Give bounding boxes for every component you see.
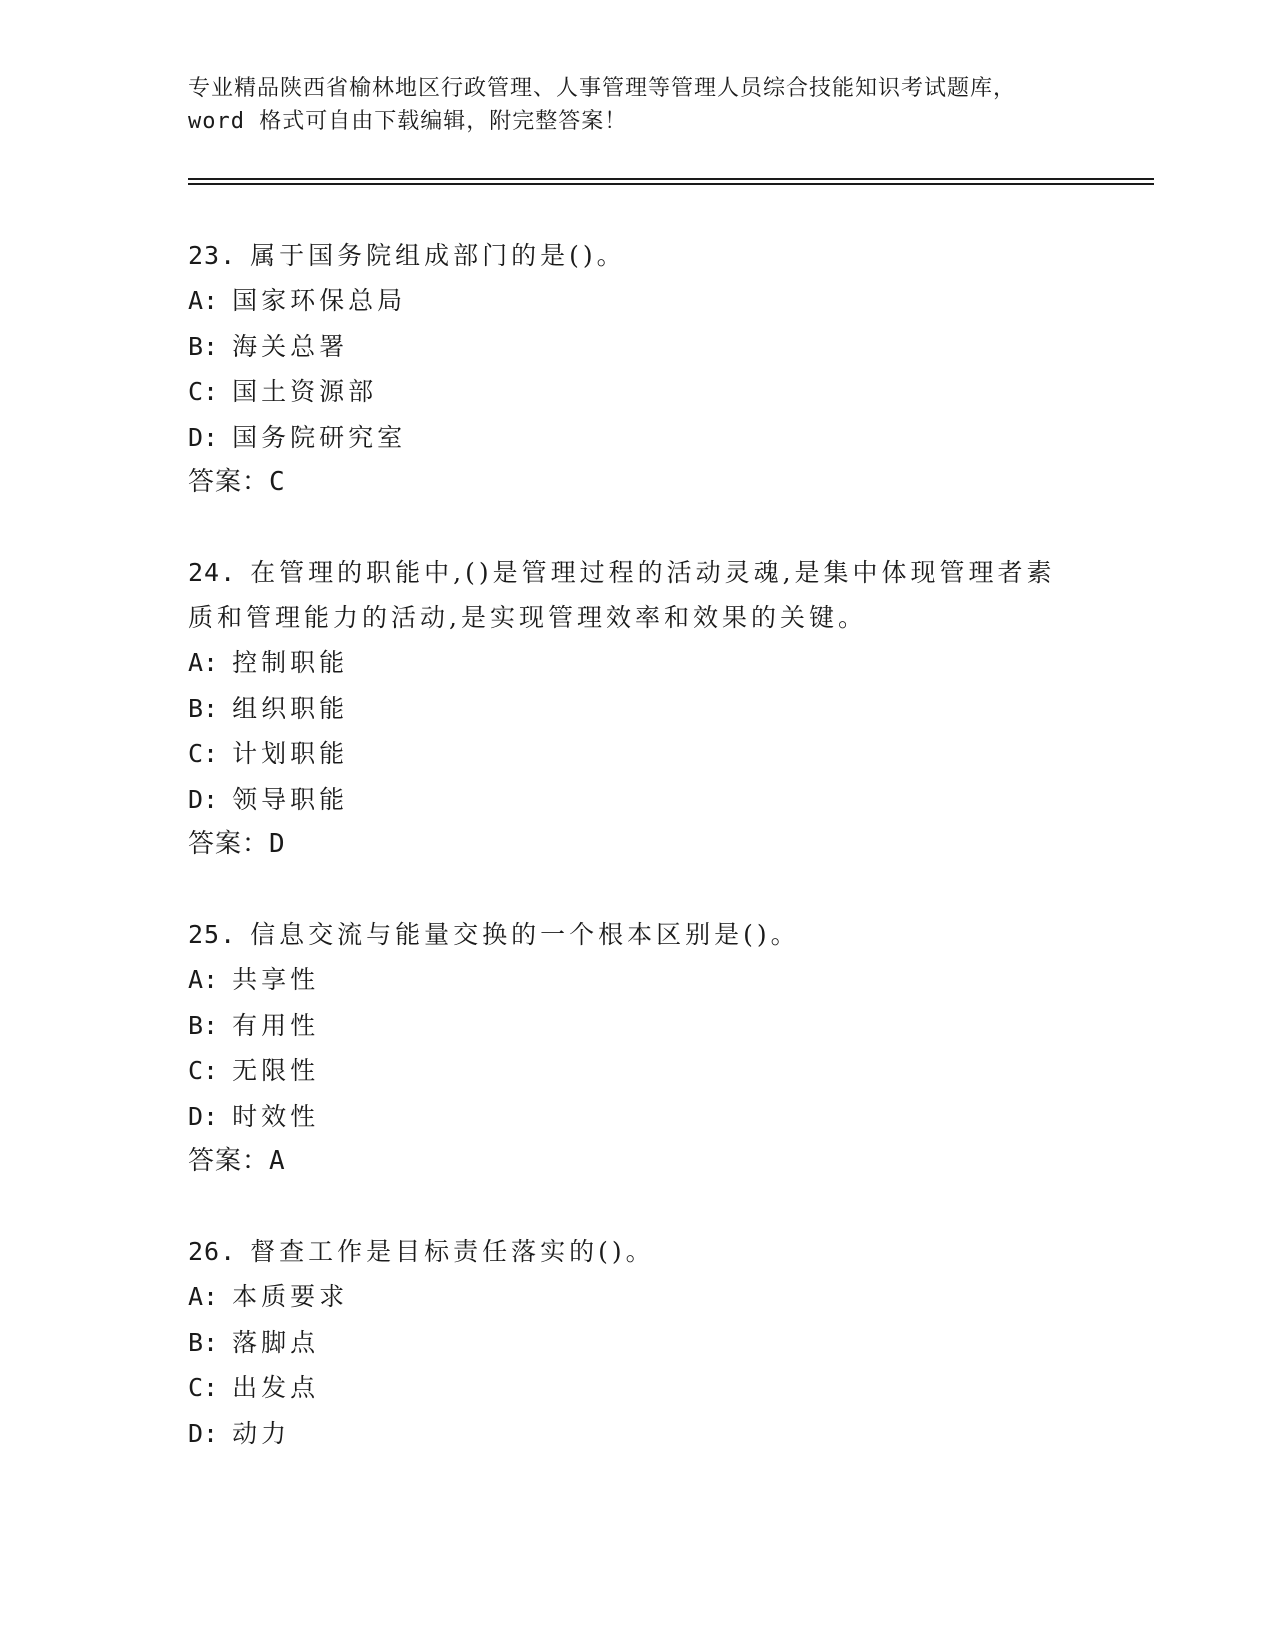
header-line-1: 专业精品陕西省榆林地区行政管理、人事管理等管理人员综合技能知识考试题库， (188, 76, 1017, 101)
question-line: 在管理的职能中,()是管理过程的活动灵魂,是集中体现管理者素 (250, 558, 1056, 587)
question-23 (188, 233, 1088, 505)
option-text: 有用性 (232, 1010, 320, 1040)
option-text: 时效性 (232, 1101, 320, 1131)
question-text (188, 550, 1088, 595)
option-key: C: (188, 377, 219, 406)
option-b (188, 324, 1088, 370)
option-d (188, 1411, 1088, 1457)
option-key: D: (188, 784, 219, 814)
option-key: D: (188, 422, 219, 452)
answer-line (188, 460, 1088, 505)
question-26 (188, 1229, 1088, 1456)
answer-label: 答案： (188, 467, 270, 497)
option-key: B: (188, 1327, 219, 1357)
option-key: A: (188, 648, 219, 677)
option-text: 领导职能 (232, 784, 349, 814)
question-25 (188, 912, 1088, 1184)
option-key: B: (188, 331, 219, 361)
option-key: B: (188, 693, 219, 723)
answer-label: 答案： (188, 1146, 270, 1176)
option-d (188, 1094, 1088, 1140)
option-key: D: (188, 1101, 219, 1131)
option-c (188, 731, 1088, 777)
option-text: 海关总署 (232, 331, 349, 361)
option-b (188, 686, 1088, 732)
option-text: 国家环保总局 (232, 286, 407, 315)
question-number: 23. (188, 241, 237, 270)
answer-value: A (269, 1146, 286, 1176)
question-number: 24. (188, 558, 237, 587)
option-d (188, 415, 1088, 461)
option-key: D: (188, 1418, 219, 1448)
option-c (188, 1365, 1088, 1411)
answer-line (188, 1139, 1088, 1184)
option-key: B: (188, 1010, 219, 1040)
question-line: 属于国务院组成部门的是()。 (250, 241, 626, 270)
header-rule-top (188, 178, 1154, 180)
option-c (188, 1048, 1088, 1094)
option-text: 组织职能 (232, 693, 349, 723)
option-key: A: (188, 1282, 219, 1311)
option-a (188, 957, 1088, 1003)
option-text: 控制职能 (232, 648, 349, 677)
option-text: 国土资源部 (232, 377, 378, 406)
document-header (188, 72, 1088, 138)
option-b (188, 1003, 1088, 1049)
answer-label: 答案： (188, 829, 270, 859)
option-text: 本质要求 (232, 1282, 349, 1311)
option-text: 落脚点 (232, 1327, 320, 1357)
option-text: 无限性 (232, 1056, 320, 1085)
option-key: C: (188, 1373, 219, 1402)
option-b (188, 1320, 1088, 1366)
answer-value: C (269, 467, 286, 497)
option-key: C: (188, 1056, 219, 1085)
question-24 (188, 550, 1088, 867)
option-a (188, 278, 1088, 324)
question-line: 信息交流与能量交换的一个根本区别是()。 (250, 920, 800, 949)
option-a (188, 640, 1088, 686)
question-number: 25. (188, 920, 237, 949)
option-text: 国务院研究室 (232, 422, 407, 452)
question-text (188, 233, 1088, 278)
option-key: A: (188, 286, 219, 315)
option-text: 动力 (232, 1418, 291, 1448)
option-d (188, 777, 1088, 823)
question-text (188, 912, 1088, 957)
question-list (188, 233, 1088, 1456)
question-text-continued: 质和管理能力的活动,是实现管理效率和效果的关键。 (188, 603, 867, 632)
header-rule-bottom (188, 183, 1154, 185)
answer-value: D (269, 829, 286, 859)
option-text: 出发点 (232, 1373, 320, 1402)
option-text: 计划职能 (232, 739, 349, 768)
option-text: 共享性 (232, 965, 320, 994)
option-key: C: (188, 739, 219, 768)
question-number: 26. (188, 1237, 237, 1266)
question-text (188, 1229, 1088, 1274)
option-c (188, 369, 1088, 415)
option-a (188, 1274, 1088, 1320)
answer-line (188, 822, 1088, 867)
question-line: 督查工作是目标责任落实的()。 (250, 1237, 655, 1266)
option-key: A: (188, 965, 219, 994)
header-line-2: word 格式可自由下载编辑，附完整答案！ (188, 109, 628, 134)
